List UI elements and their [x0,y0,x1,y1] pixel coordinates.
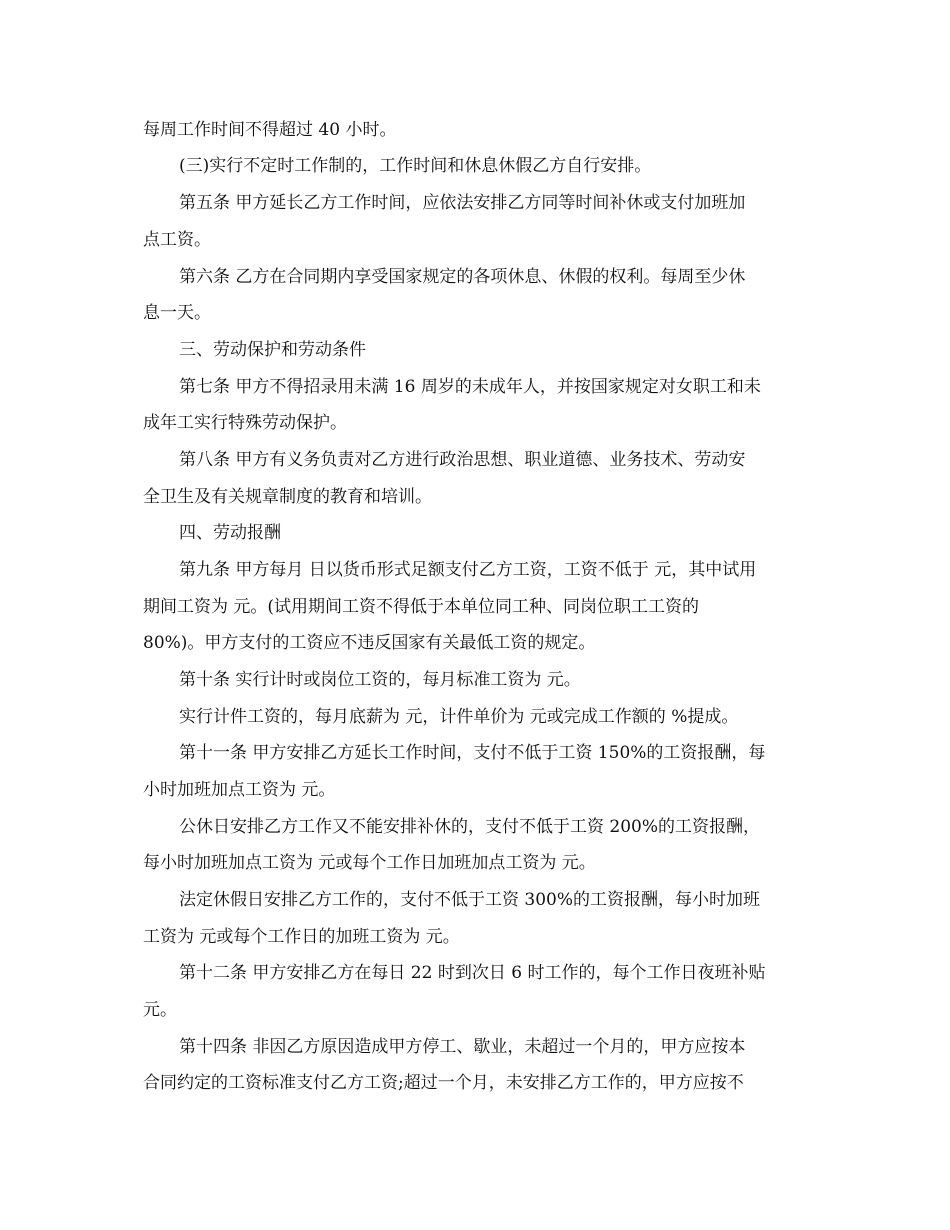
text-line: 全卫生及有关规章制度的教育和培训。 [143,487,432,507]
text-line: 每周工作时间不得超过 40 小时。 [143,120,397,140]
text-line: 工资为 元或每个工作日的加班工资为 元。 [143,927,460,947]
text-line: 元。 [143,1000,177,1020]
text-line: 第九条 甲方每月 日以货币形式足额支付乙方工资，工资不低于 元，其中试用 [179,560,757,580]
text-line: 第十一条 甲方安排乙方延长工作时间，支付不低于工资 150%的工资报酬，每 [179,743,766,763]
section-heading: 三、劳动保护和劳动条件 [179,340,366,360]
text-line: 第十二条 甲方安排乙方在每日 22 时到次日 6 时工作的，每个工作日夜班补贴 [179,963,766,983]
text-line: 息一天。 [143,303,211,323]
text-line: 法定休假日安排乙方工作的，支付不低于工资 300%的工资报酬，每小时加班 [179,890,761,910]
text-line: 第十条 实行计时或岗位工资的，每月标准工资为 元。 [179,670,581,690]
text-line: 第六条 乙方在合同期内享受国家规定的各项休息、休假的权利。每周至少休 [179,267,746,287]
text-line: 合同约定的工资标准支付乙方工资;超过一个月，未安排乙方工作的，甲方应按不 [143,1073,744,1093]
text-line: 80%)。甲方支付的工资应不违反国家有关最低工资的规定。 [143,633,596,653]
text-line: 实行计件工资的，每月底薪为 元，计件单价为 元或完成工作额的 %提成。 [179,707,739,727]
text-line: 成年工实行特殊劳动保护。 [143,413,347,433]
text-line: 期间工资为 元。(试用期间工资不得低于本单位同工种、同岗位职工工资的 [143,597,700,617]
section-heading: 四、劳动报酬 [179,523,281,543]
text-line: 小时加班加点工资为 元。 [143,780,336,800]
text-line: 第八条 甲方有义务负责对乙方进行政治思想、职业道德、业务技术、劳动安 [179,450,746,470]
text-line: 第七条 甲方不得招录用未满 16 周岁的未成年人，并按国家规定对女职工和未 [179,377,761,397]
text-line: 点工资。 [143,230,211,250]
text-line: (三)实行不定时工作制的，工作时间和休息休假乙方自行安排。 [179,156,652,176]
text-line: 第十四条 非因乙方原因造成甲方停工、歇业，未超过一个月的，甲方应按本 [179,1037,746,1057]
text-line: 每小时加班加点工资为 元或每个工作日加班加点工资为 元。 [143,853,596,873]
text-line: 第五条 甲方延长乙方工作时间，应依法安排乙方同等时间补休或支付加班加 [179,193,746,213]
text-line: 公休日安排乙方工作又不能安排补休的，支付不低于工资 200%的工资报酬， [179,817,761,837]
